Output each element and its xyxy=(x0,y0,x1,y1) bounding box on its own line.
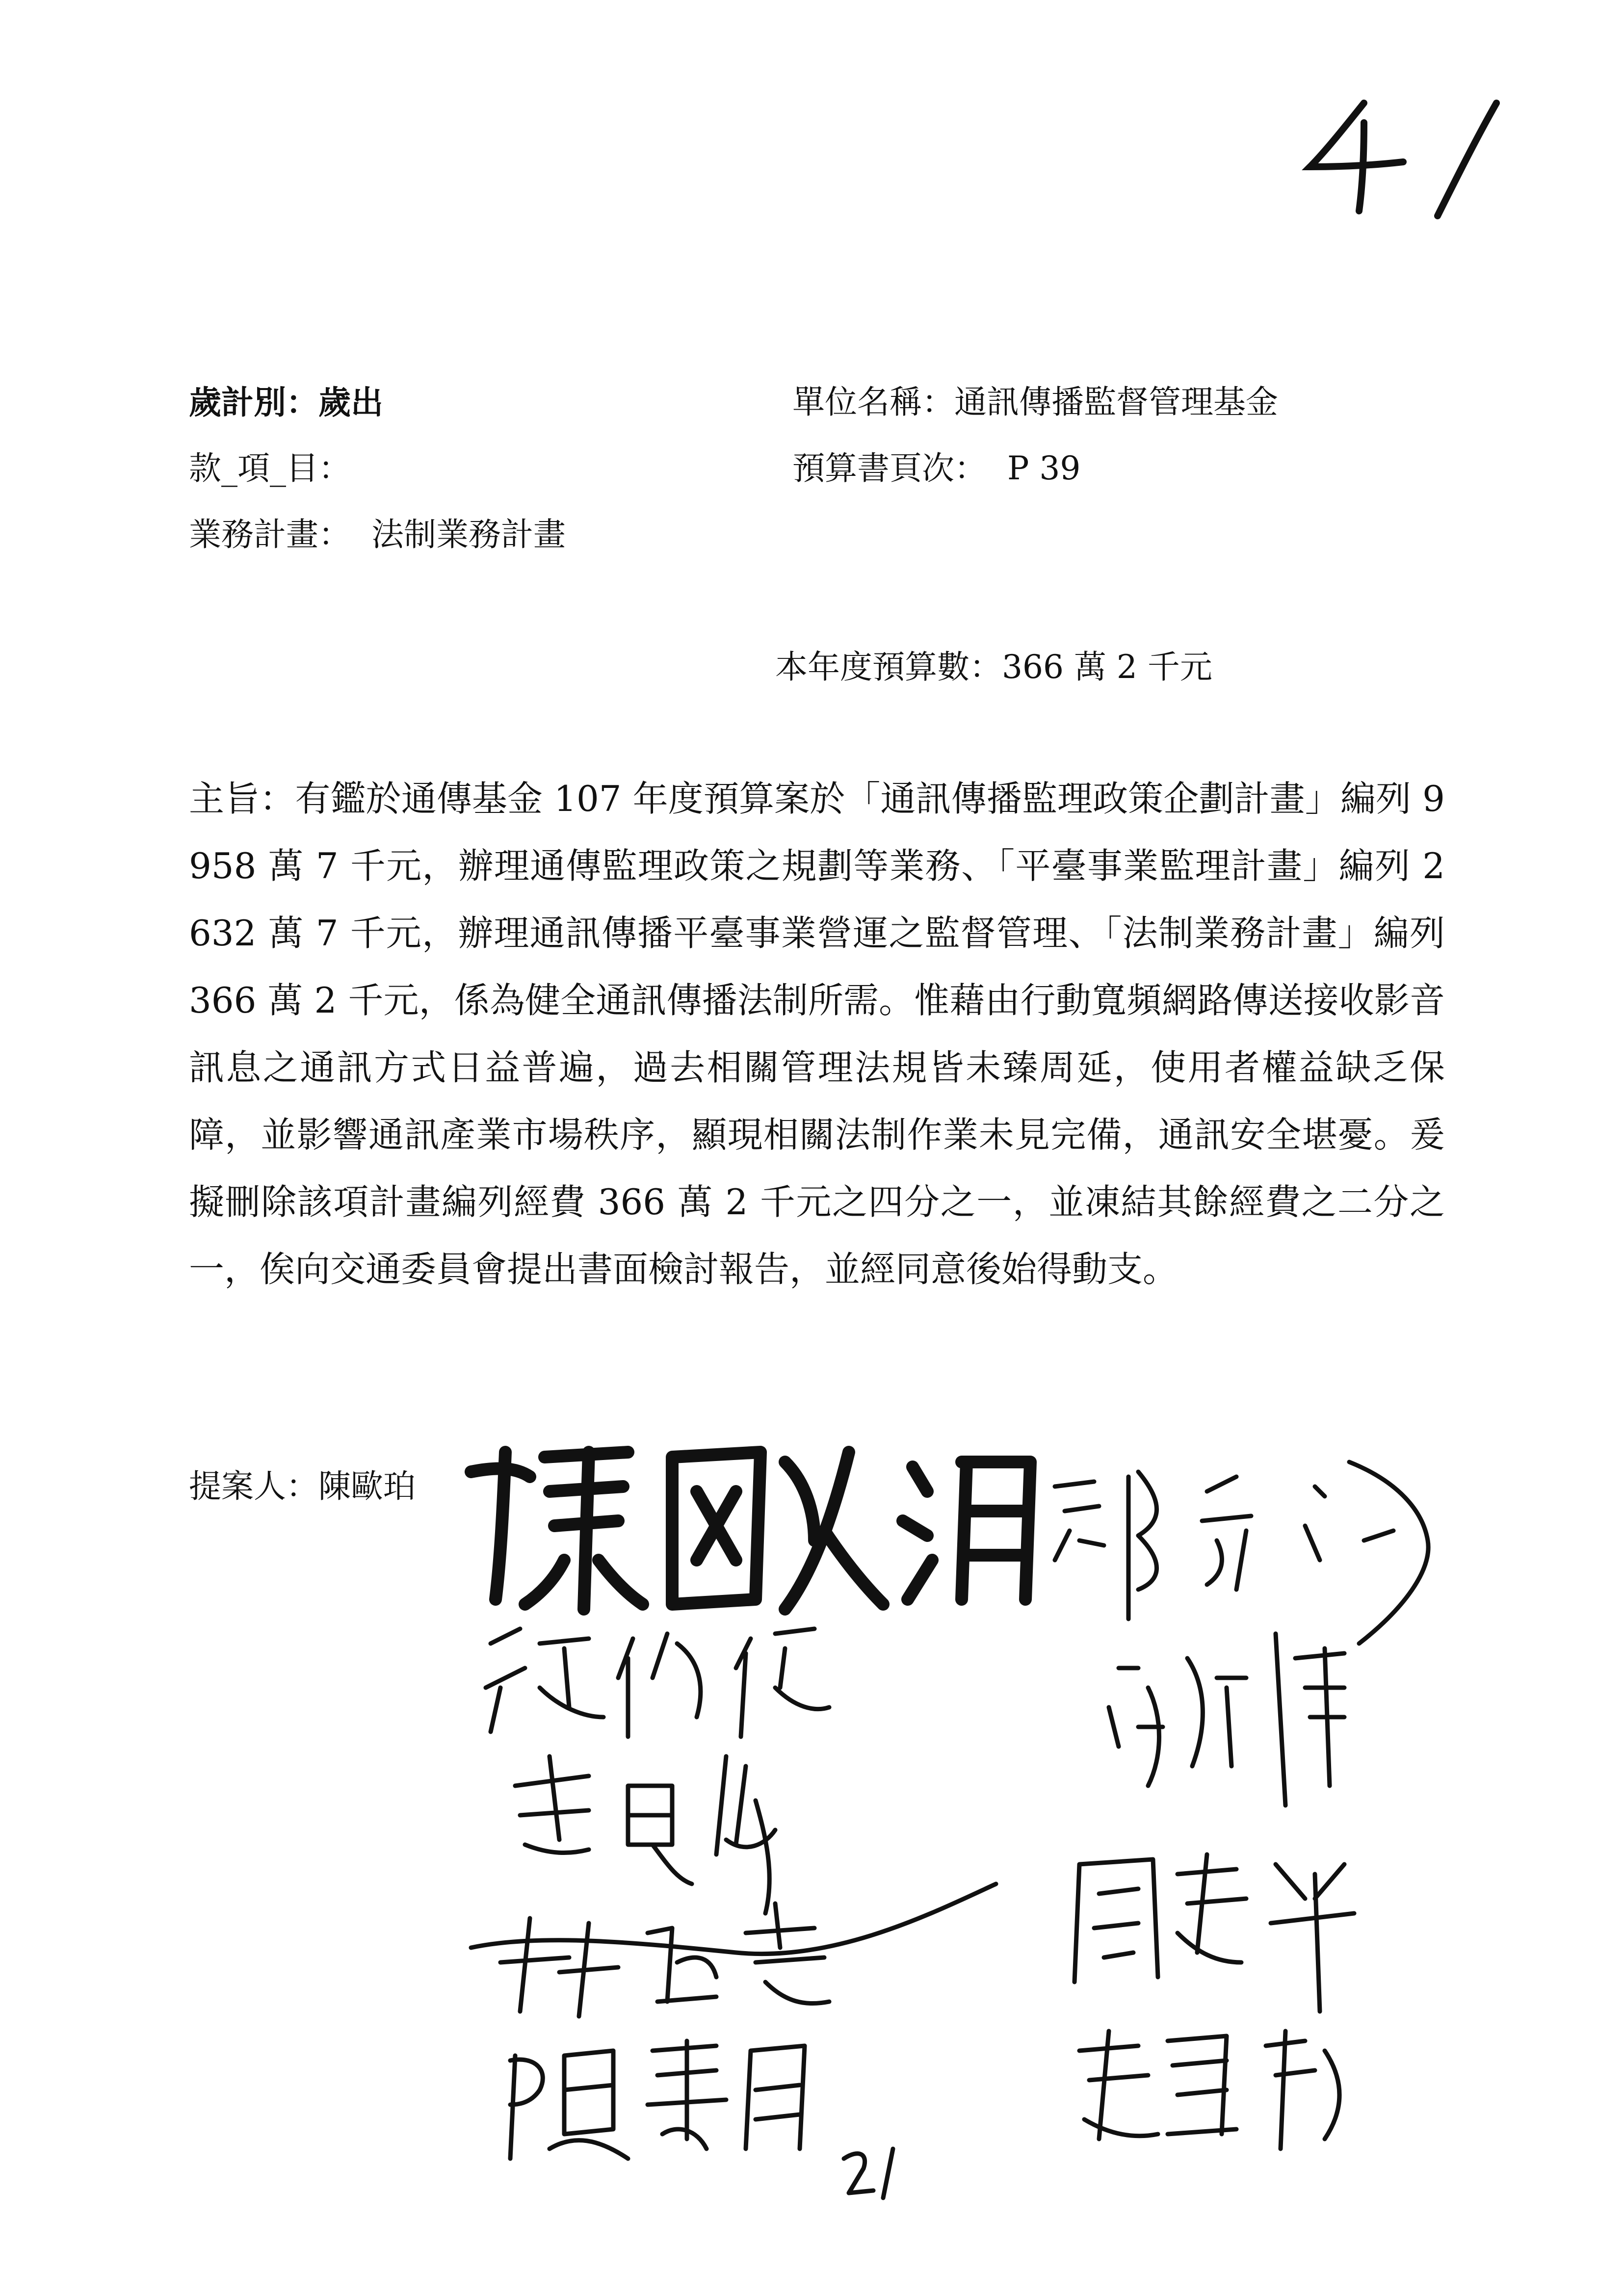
plan-type xyxy=(189,373,383,432)
unit-name xyxy=(792,373,1278,432)
plan-type-value: 歲出 xyxy=(318,383,383,421)
item-label: 款_項_目： xyxy=(189,449,351,487)
proposer-name: 陳歐珀 xyxy=(318,1467,416,1505)
signature-1 xyxy=(471,1452,1030,1609)
plan-type-label: 歲計別： xyxy=(189,383,318,421)
handwritten-signatures xyxy=(442,1413,1521,2247)
budget-value: 366 萬 2 千元 xyxy=(1002,648,1212,686)
header-row-3 xyxy=(189,505,1465,564)
program xyxy=(189,505,566,564)
proposer xyxy=(189,1457,416,1516)
unit-label: 單位名稱： xyxy=(792,383,954,421)
subject-paragraph: 主旨：有鑑於通傳基金 107 年度預算案於「通訊傳播監理政策企劃計畫」編列 9958 萬 7 千元，辦理通傳監理政策之規劃等業務、「平臺事業監理計畫」編列 2632 萬 7 千元，辦理通訊傳播平臺事業營運之監督管理、「法制業務計畫」編列 366 萬 2 千元，係為健全通訊傳播法制所需。惟藉由行動寬頻網路傳送接收影音訊息之通訊方式日益普遍，過去相關管理法規皆未臻周延，使用者權益缺乏保障，並影響通訊產業市場秩序，顯現相關法制作業未見完備，通訊安全堪憂。爰擬刪除該項計畫編列經費 366 萬 2 千元之四分之一，並凍結其餘經費之二分之一，俟向交通委員會提出書面檢討報告，並經同意後始得動支。 xyxy=(189,778,1445,1290)
budget-label: 本年度預算數： xyxy=(775,648,1002,686)
signature-strokes xyxy=(442,1413,1521,2247)
proposer-label: 提案人： xyxy=(189,1467,318,1505)
page-ref-value: P 39 xyxy=(1007,449,1081,487)
handwritten-page-number xyxy=(1290,93,1506,221)
page-ref xyxy=(792,439,1080,498)
unit-value: 通訊傳播監督管理基金 xyxy=(954,383,1278,421)
budget-amount xyxy=(775,638,1212,697)
program-value: 法制業務計畫 xyxy=(371,516,566,553)
page-ref-label: 預算書頁次： xyxy=(792,449,987,487)
header-row-2 xyxy=(189,439,1465,498)
handwritten-page-number-glyphs xyxy=(1290,93,1506,221)
program-label: 業務計畫： xyxy=(189,516,351,553)
header-row-1 xyxy=(189,373,1465,432)
header-block xyxy=(189,373,1465,579)
